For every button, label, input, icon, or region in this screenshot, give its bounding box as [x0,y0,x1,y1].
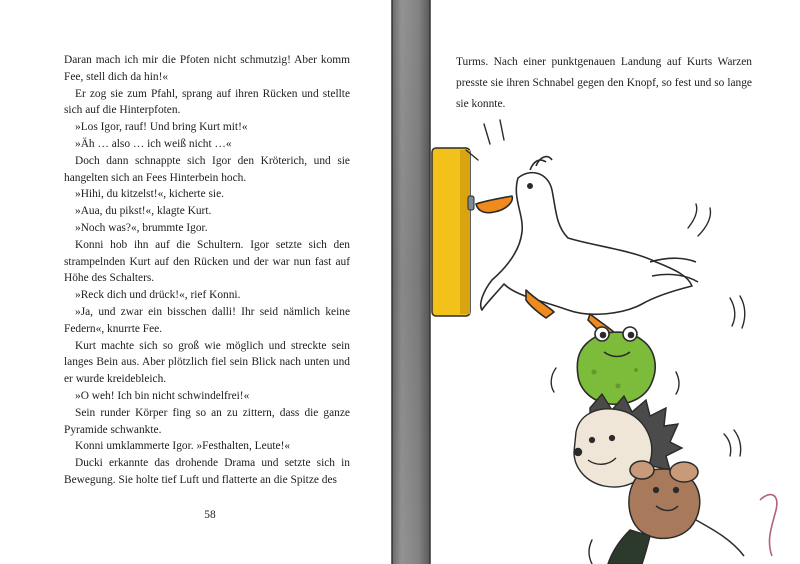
paragraph: Ducki erkannte das drohende Drama und setzte sich in Bewegung. Sie holte tief Luft und flatterte an die Spitze des [64,457,350,486]
left-page-text [64,52,350,489]
paragraph: »O weh! Ich bin nicht schwindelfrei!« [75,389,250,402]
paragraph: Daran mach ich mir die Pfoten nicht schmutzig! Aber komm Fee, stell dich da hin!« [64,54,350,83]
duck-icon [476,157,698,340]
paragraph: Sein runder Körper fing so an zu zittern, dass die ganze Pyramide schwankte. [64,406,350,436]
paragraph: Er zog sie zum Pfahl, sprang auf ihren Rücken und stellte sich auf die Hinterpfoten. [64,87,350,117]
paragraph: »Aua, du pikst!«, klagte Kurt. [75,205,212,218]
paragraph: »Äh … also … ich weiß nicht …« [75,137,232,150]
paragraph: »Los Igor, rauf! Und bring Kurt mit!« [75,121,248,134]
page-number: 58 [204,509,216,521]
paragraph: »Reck dich und drück!«, rief Konni. [75,289,241,302]
paragraph: Turms. Nach einer punktgenauen Landung auf Kurts Warzen presste sie ihren Schnabel gegen den Knopf, so fest und so lange sie konnte. [456,56,752,110]
paragraph: Kurt machte sich so groß wie möglich und streckte sein langes Bein aus. Aber plötzlich fiel sein Blick nach unten und er wurde kreidebleich. [64,339,350,386]
paragraph: Konni umklammerte Igor. »Festhalten, Leute!« [75,440,291,453]
switch-box-icon [432,148,474,316]
paragraph: »Hihi, du kitzelst!«, kicherte sie. [75,188,224,201]
frog-icon [577,327,655,404]
rat-icon [608,461,777,564]
pole-icon [392,0,430,564]
right-page-text [456,52,752,115]
paragraph: Konni hob ihn auf die Schultern. Igor setzte sich den strampelnden Kurt auf den Rücken und der war nun fast auf Höhe des Schalters. [64,238,350,285]
paragraph: »Noch was?«, brummte Igor. [75,221,208,234]
paragraph: Doch dann schnappte sich Igor den Kröterich, und sie hangelten sich an Fees Hinterbein hoch. [64,154,350,184]
paragraph: »Ja, und zwar ein bisschen dalli! Ihr seid nämlich keine Federn«, knurrte Fee. [64,305,350,335]
